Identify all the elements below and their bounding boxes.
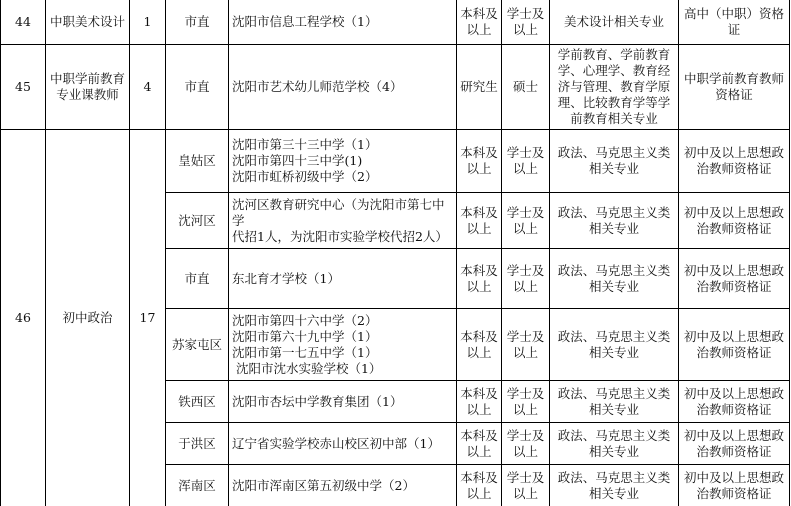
degree-req bbox=[502, 0, 550, 45]
school-list bbox=[229, 249, 457, 309]
certificate-line: 初中及以上思想政 bbox=[683, 145, 784, 160]
degree-line: 以上 bbox=[512, 344, 538, 360]
degree-line: 学士及 bbox=[506, 6, 545, 21]
district: 浑南区 bbox=[166, 465, 229, 506]
major-line: 理、比较教育学等学 bbox=[557, 95, 671, 110]
education-req bbox=[457, 0, 502, 45]
degree-req bbox=[502, 423, 550, 465]
school-entry: 沈阳市虹桥初级中学（2） bbox=[232, 169, 378, 184]
education-line: 以上 bbox=[466, 220, 492, 236]
major-req bbox=[550, 465, 679, 506]
education-line: 以上 bbox=[466, 22, 492, 37]
certificate-req bbox=[679, 45, 790, 130]
certificate-line: 初中及以上思想政 bbox=[683, 328, 784, 344]
degree-line: 学士及 bbox=[506, 204, 545, 220]
degree-line: 学士及 bbox=[506, 328, 545, 344]
certificate-req bbox=[679, 423, 790, 465]
certificate-line: 中职学前教育教师 bbox=[683, 71, 784, 86]
certificate-req bbox=[679, 130, 790, 193]
school-list bbox=[229, 381, 457, 423]
school-list bbox=[229, 130, 457, 193]
certificate-line: 初中及以上思想政 bbox=[683, 469, 784, 485]
certificate-req bbox=[679, 381, 790, 423]
education-req bbox=[457, 423, 502, 465]
school-list bbox=[229, 309, 457, 381]
education-req bbox=[457, 249, 502, 309]
table-row bbox=[1, 130, 790, 193]
major-line: 政法、马克思主义类 bbox=[557, 469, 671, 485]
major-req bbox=[550, 193, 679, 249]
major-line: 相关专业 bbox=[588, 485, 639, 501]
certificate-line: 初中及以上思想政 bbox=[683, 427, 784, 443]
certificate-line: 治教师资格证 bbox=[696, 220, 772, 236]
degree-line: 学士及 bbox=[506, 427, 545, 443]
degree-req bbox=[502, 381, 550, 423]
degree-req bbox=[502, 465, 550, 506]
degree-line: 以上 bbox=[512, 443, 538, 459]
education-req bbox=[457, 465, 502, 506]
certificate-line: 资格证 bbox=[715, 87, 753, 102]
major-req bbox=[550, 130, 679, 193]
education-req bbox=[457, 193, 502, 249]
degree-line: 学士及 bbox=[506, 469, 545, 485]
education-line: 本科及 bbox=[460, 469, 498, 485]
school-entry: 沈阳市第四十三中学(1) bbox=[232, 153, 363, 168]
district: 苏家屯区 bbox=[166, 309, 229, 381]
education-line: 以上 bbox=[466, 344, 492, 360]
major-req bbox=[550, 309, 679, 381]
school-list bbox=[229, 45, 457, 130]
major-line: 济与管理、教育学原 bbox=[557, 79, 671, 94]
certificate-req bbox=[679, 193, 790, 249]
district: 于洪区 bbox=[166, 423, 229, 465]
school-entry: 沈河区教育研究中心（为沈阳市第七中学 bbox=[232, 196, 445, 228]
education-req bbox=[457, 45, 502, 130]
degree-req bbox=[502, 45, 550, 130]
major-line: 政法、马克思主义类 bbox=[557, 145, 671, 160]
degree-req bbox=[502, 309, 550, 381]
major-line: 相关专业 bbox=[588, 401, 639, 417]
district: 市直 bbox=[166, 249, 229, 309]
degree-line: 学士及 bbox=[506, 385, 545, 401]
education-line: 本科及 bbox=[460, 328, 498, 344]
school-entry: 沈阳市第三十三中学（1） bbox=[232, 137, 378, 152]
row-number: 46 bbox=[1, 130, 46, 506]
major-line: 相关专业 bbox=[588, 443, 639, 459]
school-entry: 沈阳市第四十六中学（2） bbox=[232, 312, 378, 328]
major-line: 政法、马克思主义类 bbox=[557, 427, 671, 443]
degree-line: 以上 bbox=[512, 401, 538, 417]
major-req bbox=[550, 249, 679, 309]
school-entry: 沈阳市沈水实验学校（1） bbox=[232, 360, 382, 376]
education-line: 以上 bbox=[466, 278, 492, 294]
major-req bbox=[550, 0, 679, 45]
post-count: 17 bbox=[130, 130, 166, 506]
education-line: 以上 bbox=[466, 443, 492, 459]
school-entry: 沈阳市杏坛中学教育集团（1） bbox=[232, 393, 403, 409]
degree-line: 学士及 bbox=[506, 145, 545, 160]
district: 市直 bbox=[166, 45, 229, 130]
major-req bbox=[550, 423, 679, 465]
education-line: 本科及 bbox=[460, 427, 498, 443]
row-number: 45 bbox=[1, 45, 46, 130]
degree-line: 以上 bbox=[512, 161, 538, 176]
education-line: 本科及 bbox=[460, 145, 498, 160]
major-line: 前教育相关专业 bbox=[570, 111, 658, 126]
education-line: 以上 bbox=[466, 485, 492, 501]
district: 皇姑区 bbox=[166, 130, 229, 193]
major-line: 学、心理学、教育经 bbox=[557, 63, 671, 78]
education-line: 本科及 bbox=[460, 385, 498, 401]
education-line: 以上 bbox=[466, 161, 492, 176]
post-count: 4 bbox=[130, 45, 166, 130]
district: 市直 bbox=[166, 0, 229, 45]
major-req bbox=[550, 45, 679, 130]
degree-req bbox=[502, 130, 550, 193]
certificate-line: 初中及以上思想政 bbox=[683, 385, 784, 401]
district: 铁西区 bbox=[166, 381, 229, 423]
school-entry: 东北育才学校（1） bbox=[232, 270, 340, 286]
table-row bbox=[1, 0, 790, 45]
degree-line: 以上 bbox=[512, 485, 538, 501]
major-line: 相关专业 bbox=[588, 278, 639, 294]
school-entry: 沈阳市艺术幼儿师范学校（4） bbox=[232, 79, 403, 94]
major-line: 相关专业 bbox=[588, 161, 639, 176]
certificate-line: 证 bbox=[727, 22, 741, 37]
certificate-line: 初中及以上思想政 bbox=[683, 262, 784, 278]
education-req bbox=[457, 309, 502, 381]
school-list bbox=[229, 423, 457, 465]
post-name bbox=[46, 45, 130, 130]
major-line: 政法、马克思主义类 bbox=[557, 204, 671, 220]
major-line: 美术设计相关专业 bbox=[563, 14, 664, 29]
major-line: 相关专业 bbox=[588, 344, 639, 360]
degree-req bbox=[502, 249, 550, 309]
school-list bbox=[229, 193, 457, 249]
certificate-line: 治教师资格证 bbox=[696, 401, 772, 417]
certificate-line: 治教师资格证 bbox=[696, 485, 772, 501]
education-line: 研究生 bbox=[460, 79, 498, 94]
certificate-line: 高中（中职）资格 bbox=[683, 6, 784, 21]
school-list bbox=[229, 0, 457, 45]
education-line: 本科及 bbox=[460, 262, 498, 278]
education-line: 以上 bbox=[466, 401, 492, 417]
certificate-line: 初中及以上思想政 bbox=[683, 204, 784, 220]
major-req bbox=[550, 381, 679, 423]
major-line: 政法、马克思主义类 bbox=[557, 385, 671, 401]
post-name: 中职美术设计 bbox=[46, 0, 130, 45]
row-number: 44 bbox=[1, 0, 46, 45]
education-line: 本科及 bbox=[460, 6, 498, 21]
post-name-line: 中职学前教育 bbox=[49, 71, 125, 86]
certificate-line: 治教师资格证 bbox=[696, 161, 772, 176]
certificate-req bbox=[679, 0, 790, 45]
major-line: 相关专业 bbox=[588, 220, 639, 236]
education-req bbox=[457, 130, 502, 193]
degree-line: 学士及 bbox=[506, 262, 545, 278]
post-name: 初中政治 bbox=[46, 130, 130, 506]
district: 沈河区 bbox=[166, 193, 229, 249]
degree-req bbox=[502, 193, 550, 249]
degree-line: 以上 bbox=[512, 220, 538, 236]
degree-line: 以上 bbox=[512, 278, 538, 294]
school-entry: 沈阳市浑南区第五初级中学（2） bbox=[232, 477, 415, 493]
degree-line: 硕士 bbox=[512, 79, 538, 94]
major-line: 政法、马克思主义类 bbox=[557, 262, 671, 278]
school-list bbox=[229, 465, 457, 506]
certificate-line: 治教师资格证 bbox=[696, 344, 772, 360]
education-req bbox=[457, 381, 502, 423]
school-entry: 沈阳市第六十九中学（1） bbox=[232, 328, 378, 344]
school-entry: 代招1人，为沈阳市实验学校代招2人） bbox=[232, 228, 448, 244]
major-line: 学前教育、学前教育 bbox=[557, 47, 671, 62]
table-row bbox=[1, 45, 790, 130]
post-count: 1 bbox=[130, 0, 166, 45]
post-name-line: 专业课教师 bbox=[56, 87, 119, 102]
certificate-req bbox=[679, 249, 790, 309]
certificate-req bbox=[679, 309, 790, 381]
education-line: 本科及 bbox=[460, 204, 498, 220]
major-line: 政法、马克思主义类 bbox=[557, 328, 671, 344]
certificate-line: 治教师资格证 bbox=[696, 443, 772, 459]
school-entry: 沈阳市第一七五中学（1） bbox=[232, 344, 378, 360]
degree-line: 以上 bbox=[512, 22, 538, 37]
school-entry: 沈阳市信息工程学校（1） bbox=[232, 14, 378, 29]
certificate-line: 治教师资格证 bbox=[696, 278, 772, 294]
school-entry: 辽宁省实验学校赤山校区初中部（1） bbox=[232, 435, 440, 451]
certificate-req bbox=[679, 465, 790, 506]
